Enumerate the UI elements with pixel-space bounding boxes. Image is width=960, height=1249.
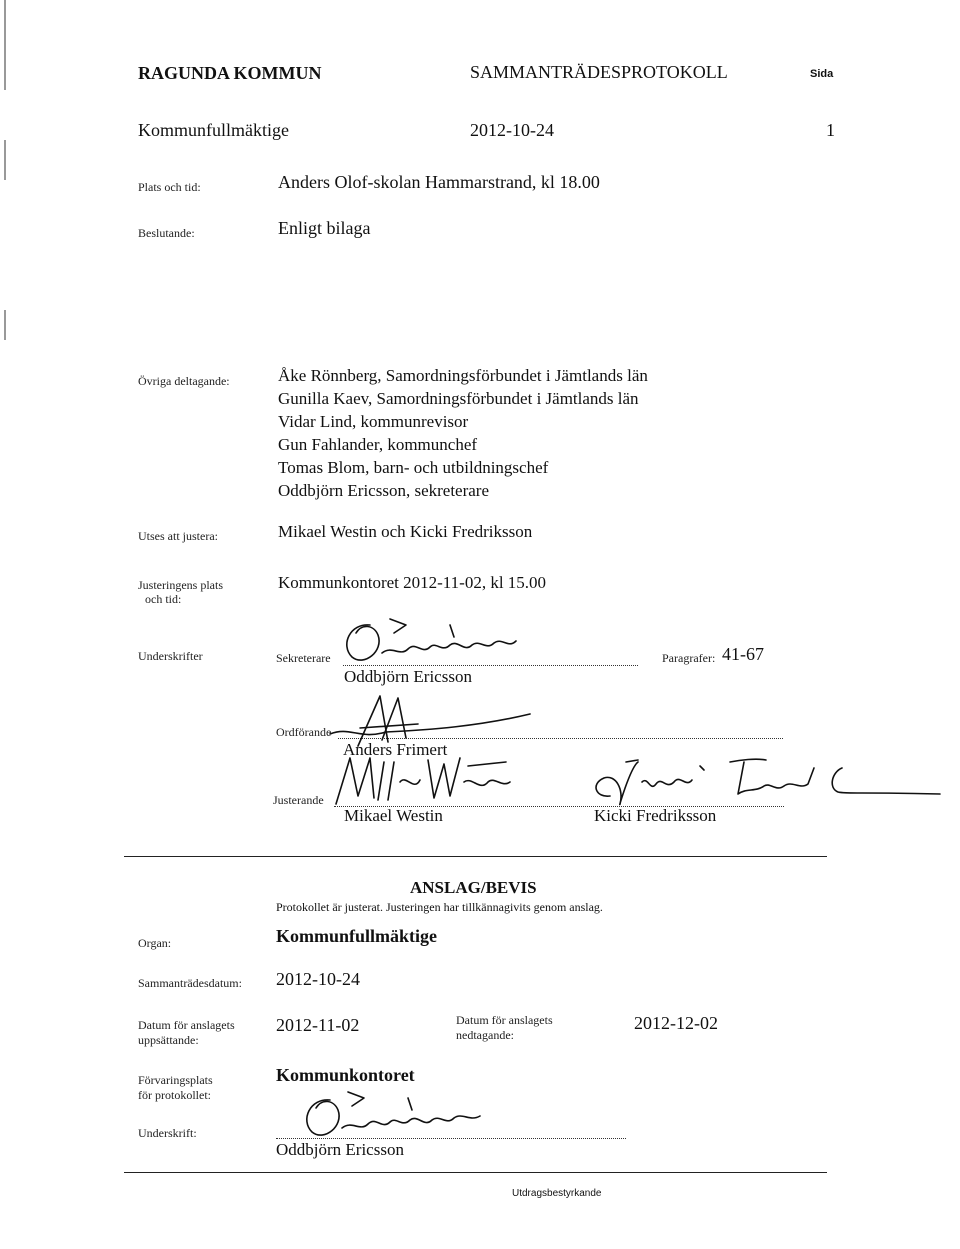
signature-label: Underskrift: <box>138 1126 197 1140</box>
council-name: Kommunfullmäktige <box>138 120 289 140</box>
scan-mark <box>4 0 6 90</box>
notice-signature <box>290 1082 510 1146</box>
other-participant: Åke Rönnberg, Samordningsförbundet i Jämtlands län <box>278 366 648 385</box>
certification-label: Utdragsbestyrkande <box>512 1188 602 1199</box>
organ-label: Organ: <box>138 936 172 950</box>
storage-value: Kommunkontoret <box>276 1065 415 1085</box>
place-value: Anders Olof-skolan Hammarstrand, kl 18.00 <box>278 172 600 192</box>
deciding-value: Enligt bilaga <box>278 218 371 238</box>
other-participant: Tomas Blom, barn- och utbildningschef <box>278 458 549 477</box>
posted-date-label: Datum för anslagets <box>138 1018 235 1032</box>
notice-signer-name: Oddbjörn Ericsson <box>276 1140 404 1159</box>
signatures-label: Underskrifter <box>138 649 203 663</box>
scan-mark <box>4 310 6 340</box>
other-participants-label: Övriga deltagande: <box>138 374 230 388</box>
footer-divider <box>124 1172 827 1173</box>
notice-title: ANSLAG/BEVIS <box>410 878 537 897</box>
secretary-name: Oddbjörn Ericsson <box>344 667 472 686</box>
notice-statement: Protokollet är justerat. Justeringen har tillkännagivits genom anslag. <box>276 900 603 914</box>
place-label: Plats och tid: <box>138 180 201 194</box>
secretary-label: Sekreterare <box>276 651 331 665</box>
adjusting-label: Justerande <box>273 793 324 807</box>
paragraphs-label: Paragrafer: <box>662 651 716 665</box>
chair-name: Anders Frimert <box>343 740 448 759</box>
adjusters-label: Utses att justera: <box>138 529 218 543</box>
removed-date-label-line2: nedtagande: <box>456 1028 514 1042</box>
storage-label: Förvaringsplats <box>138 1073 213 1087</box>
page-label: Sida <box>810 68 834 80</box>
secretary-signature <box>330 605 560 675</box>
section-divider <box>124 856 827 857</box>
storage-label-line2: för protokollet: <box>138 1088 211 1102</box>
meeting-date-value: 2012-10-24 <box>276 969 360 989</box>
adjuster1-signature <box>330 748 530 812</box>
adjustment-place-label: Justeringens plats <box>138 578 223 592</box>
posted-date-label-line2: uppsättande: <box>138 1033 199 1047</box>
page-number: 1 <box>826 120 835 140</box>
posted-date-value: 2012-11-02 <box>276 1015 360 1035</box>
other-participant: Gunilla Kaev, Samordningsförbundet i Jämtlands län <box>278 389 639 408</box>
meeting-date-label: Sammanträdesdatum: <box>138 976 242 990</box>
adjustment-place-value: Kommunkontoret 2012-11-02, kl 15.00 <box>278 573 547 592</box>
adjustment-time-label: och tid: <box>145 592 182 606</box>
meeting-date: 2012-10-24 <box>470 120 554 140</box>
removed-date-value: 2012-12-02 <box>634 1013 718 1033</box>
removed-date-label: Datum för anslagets <box>456 1013 553 1027</box>
paragraphs-value: 41-67 <box>722 644 764 664</box>
scan-mark <box>4 140 6 180</box>
organ-value: Kommunfullmäktige <box>276 926 438 946</box>
adjuster2-name: Kicki Fredriksson <box>594 806 717 825</box>
adjuster1-name: Mikael Westin <box>344 806 443 825</box>
adjusters-value: Mikael Westin och Kicki Fredriksson <box>278 522 533 541</box>
deciding-label: Beslutande: <box>138 226 195 240</box>
other-participant: Vidar Lind, kommunrevisor <box>278 412 469 431</box>
municipality-name: RAGUNDA KOMMUN <box>138 63 322 83</box>
other-participant: Oddbjörn Ericsson, sekreterare <box>278 481 490 500</box>
other-participant: Gun Fahlander, kommunchef <box>278 435 478 454</box>
document-type: SAMMANTRÄDESPROTOKOLL <box>470 62 728 82</box>
chair-label: Ordförande <box>276 725 332 739</box>
